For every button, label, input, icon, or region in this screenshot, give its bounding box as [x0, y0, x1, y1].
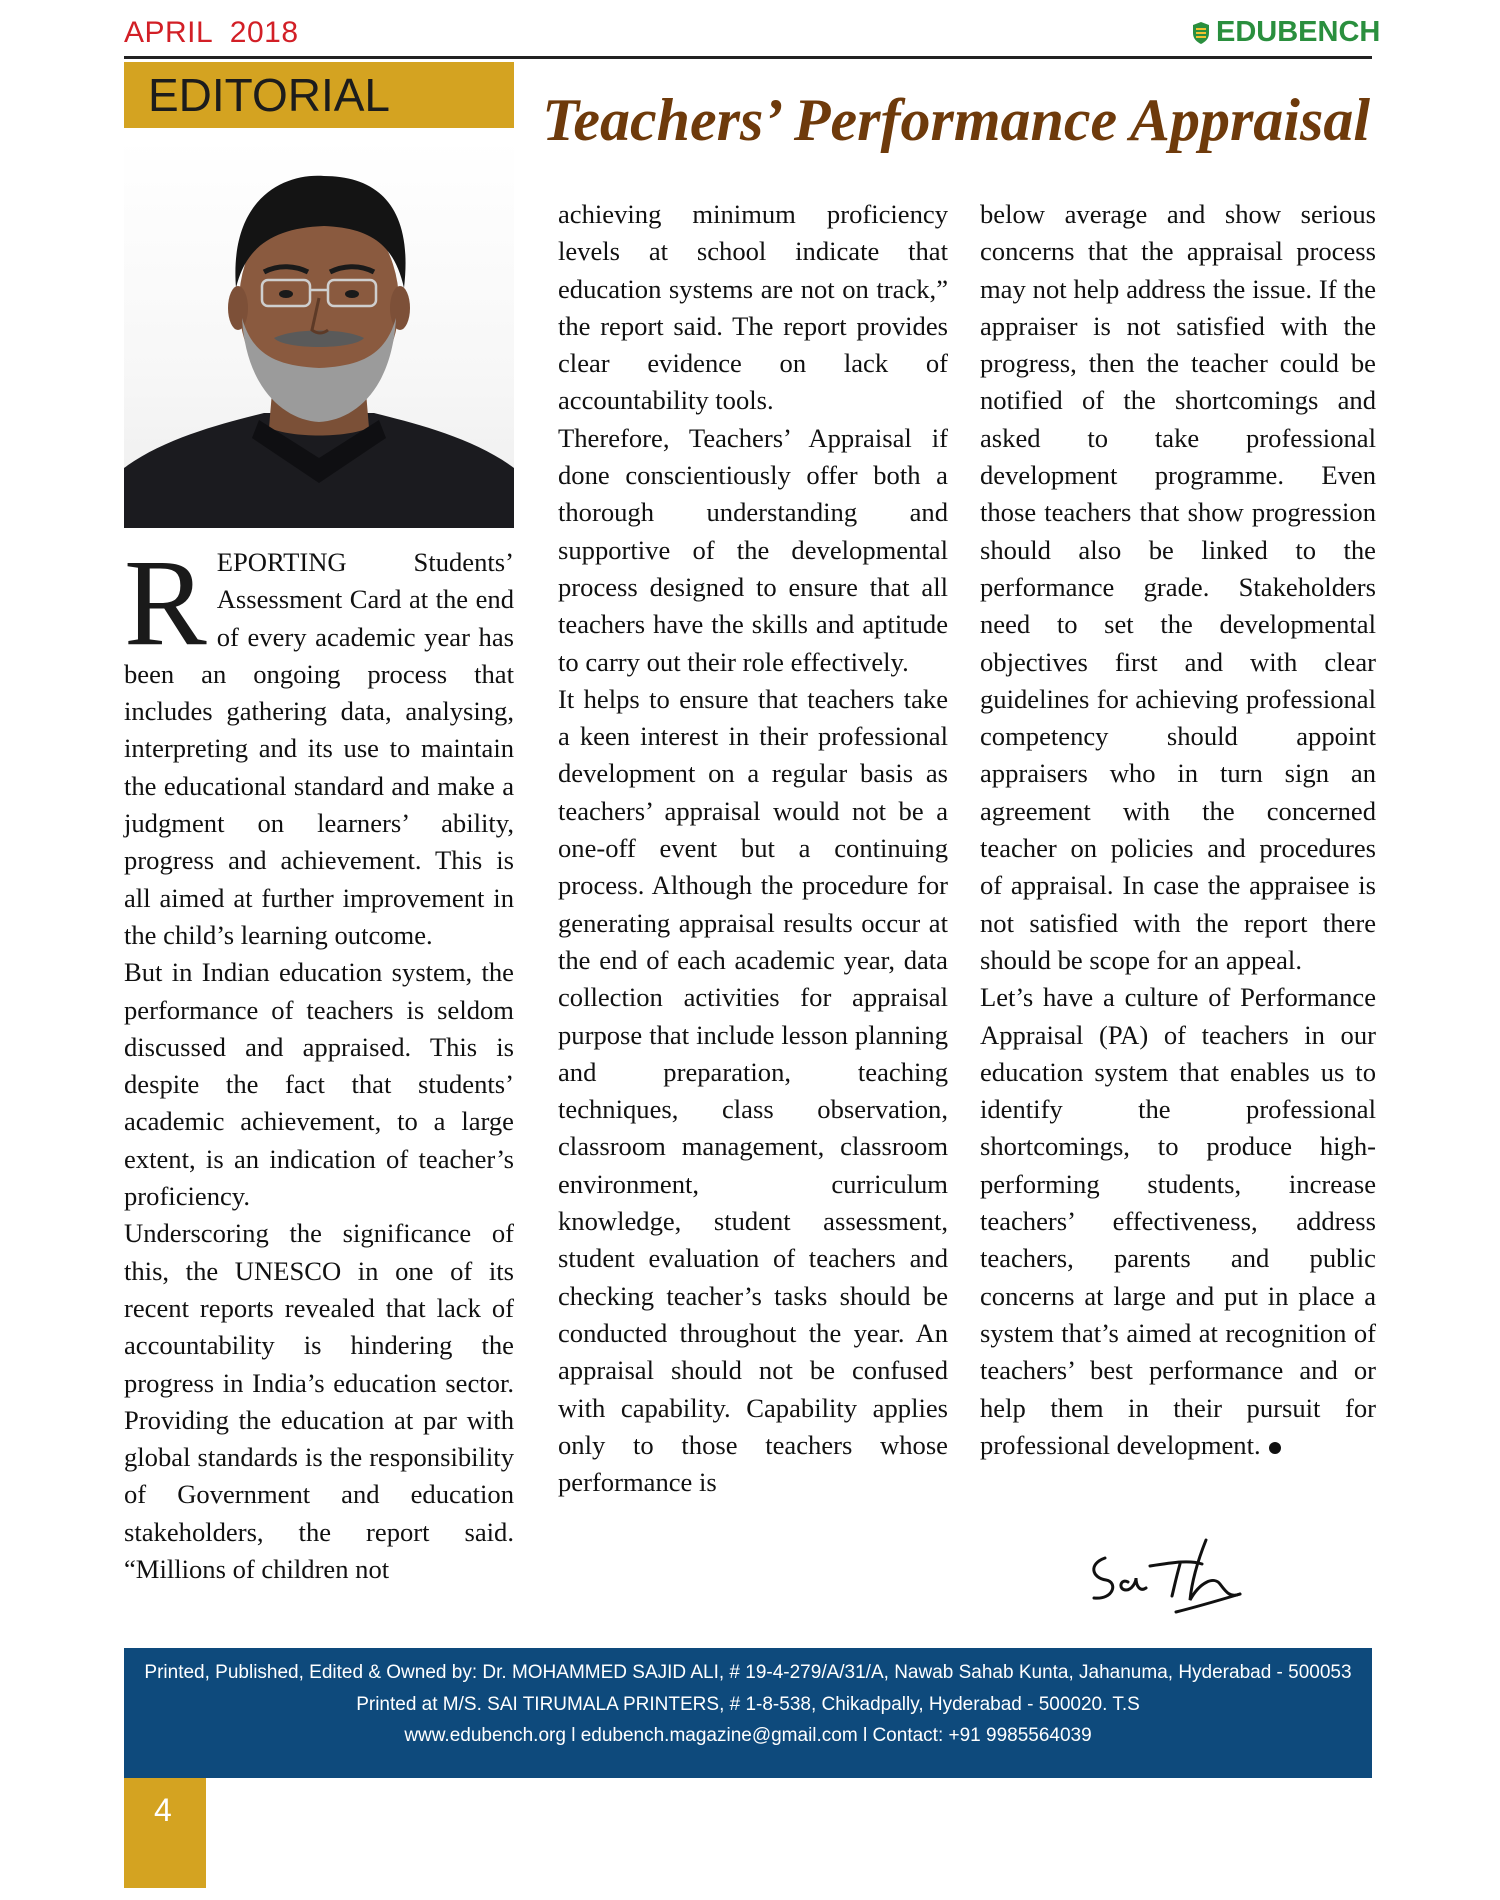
author-portrait — [124, 138, 514, 528]
paragraph-text: Let’s have a culture of Performance Appraisal (PA) of teachers in our education system that enables us to identify the professional shortcomings, to produce high-performing students, increase teachers’ effectiveness, address teachers, parents and public concerns at large and put in place a system that’s aimed at recognition of teachers’ best performance and or help them in their pursuit for professional development. — [980, 982, 1376, 1460]
handwritten-signature — [1080, 1530, 1270, 1620]
author-photo — [124, 138, 514, 528]
shield-logo-icon — [1192, 21, 1210, 45]
article-title: Teachers’ Performance Appraisal — [542, 87, 1370, 153]
footer-line-publisher: Printed, Published, Edited & Owned by: Dr. MOHAMMED SAJID ALI, # 19-4-279/A/31/A, Nawab Sahab Kunta, Jahanuma, Hyderabad - 500053 — [144, 1662, 1352, 1683]
drop-cap: R — [124, 534, 207, 671]
issue-date: APRIL 2018 — [124, 16, 299, 49]
page-number: 4 — [154, 1792, 172, 1828]
paragraph: below average and show serious concerns that the appraisal process may not help address the issue. If the appraiser is not satisfied with the progress, then the teacher could be notified of the shortcomings and asked to take professional development programme. Even those teachers that show progression should also be linked to the performance grade. Stakeholders need to set the developmental objectives first and with clear guidelines for achieving professional competency should appoint appraisers who in turn sign an agreement with the concerned teacher on policies and procedures of appraisal. In case the appraisee is not satisfied with the report there should be scope for an appeal. — [980, 199, 1376, 975]
section-label-box — [124, 62, 514, 128]
footer-line-printer: Printed at M/S. SAI TIRUMALA PRINTERS, # 1-8-538, Chikadpally, Hyderabad - 500020. T.S — [356, 1694, 1140, 1715]
article-column-3 — [980, 196, 1376, 1464]
article-column-1 — [124, 534, 514, 1588]
paragraph: Underscoring the significance of this, the UNESCO in one of its recent reports revealed that lack of accountability is hindering the progress in India’s education sector. Providing the education at par with global standards is the responsibility of Government and education stakeholders, the report said. “Millions of children not — [124, 1218, 514, 1585]
paragraph: But in Indian education system, the performance of teachers is seldom discussed and appraised. This is despite the fact that students’ academic achievement, to a large extent, is an indication of teacher’s proficiency. — [124, 957, 514, 1212]
page-number-box — [124, 1778, 206, 1888]
end-mark-icon — [1269, 1442, 1281, 1454]
article-column-2 — [558, 196, 948, 1501]
footer-line-contact[interactable]: www.edubench.org l edubench.magazine@gmail.com l Contact: +91 9985564039 — [404, 1725, 1092, 1746]
paragraph: Therefore, Teachers’ Appraisal if done conscientiously offer both a thorough understanding and supportive of the developmental process designed to ensure that all teachers have the skills and aptitude to carry out their role effectively. — [558, 422, 948, 677]
header-rule — [124, 56, 1372, 59]
brand-logo[interactable] — [1192, 16, 1380, 49]
paragraph: It helps to ensure that teachers take a keen interest in their professional development on a regular basis as teachers’ appraisal would not be a one-off event but a continuing process. Although the procedure for generating appraisal results occur at the end of each academic year, data collection activities for appraisal purpose that include lesson planning and preparation, teaching techniques, class observation, classroom management, classroom environment, curriculum knowledge, student assessment, student evaluation of teachers and checking teacher’s tasks should be conducted throughout the year. An appraisal should not be confused with capability. Capability applies only to those teachers whose performance is — [558, 683, 948, 1498]
paragraph: EPORTING Students’ Assessment Card at the end of every academic year has been an ongoing process that includes gathering data, analysing, interpreting and its use to maintain the educational standard and make a judgment on learners’ ability, progress and achievement. This is all aimed at further improvement in the child’s learning outcome. — [124, 547, 514, 950]
paragraph — [980, 979, 1376, 1464]
brand-name: EDUBENCH — [1216, 16, 1381, 48]
paragraph: achieving minimum proficiency levels at school indicate that education systems are not on track,” the report said. The report provides clear evidence on lack of accountability tools. — [558, 199, 948, 416]
footer-imprint — [124, 1648, 1372, 1778]
section-label: EDITORIAL — [148, 69, 390, 121]
